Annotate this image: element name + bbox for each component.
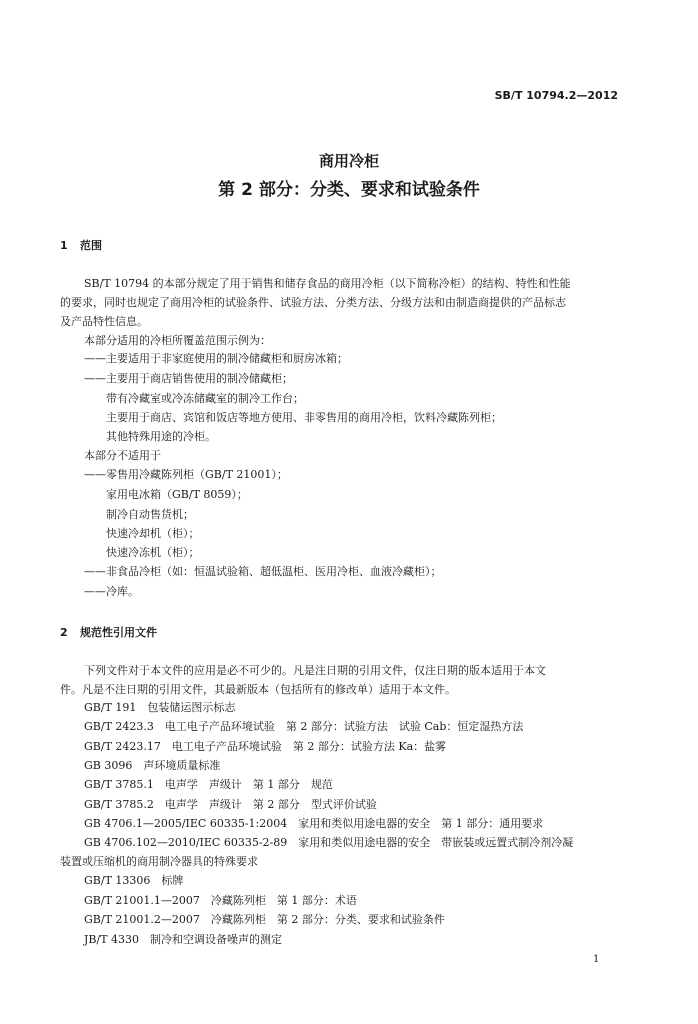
reference-item: GB/T 3785.1 电声学 声级计 第 1 部分 规范 <box>84 778 333 791</box>
list-item: 制冷自动售货机； <box>106 508 194 521</box>
list-item: 带有冷藏室或冷冻储藏室的制冷工作台； <box>106 392 304 405</box>
reference-item: JB/T 4330 制冷和空调设备噪声的测定 <box>84 933 283 946</box>
reference-item: GB 3096 声环境质量标准 <box>84 759 221 772</box>
reference-item: GB/T 3785.2 电声学 声级计 第 2 部分 型式评价试验 <box>84 798 377 811</box>
section-title: 范围 <box>80 239 102 252</box>
section-2-heading <box>60 624 157 640</box>
paragraph-line: SB/T 10794 的本部分规定了用于销售和储存食品的商用冷柜（以下简称冷柜）的结构、特性和性能 <box>84 277 571 290</box>
page-number: 1 <box>593 954 600 965</box>
reference-item: GB/T 13306 标牌 <box>84 874 184 887</box>
list-item: ——主要用于商店销售使用的制冷储藏柜； <box>84 372 293 385</box>
paragraph-line: 下列文件对于本文件的应用是必不可少的。凡是注日期的引用文件，仅注日期的版本适用于本文 <box>84 664 546 677</box>
reference-item: GB/T 21001.2—2007 冷藏陈列柜 第 2 部分：分类、要求和试验条件 <box>84 913 445 926</box>
list-item: ——非食品冷柜（如：恒温试验箱、超低温柜、医用冷柜、血液冷藏柜）； <box>84 565 442 578</box>
reference-item: GB/T 2423.3 电工电子产品环境试验 第 2 部分：试验方法 试验 Cab：恒定湿热方法 <box>84 720 524 733</box>
reference-item: GB/T 21001.1—2007 冷藏陈列柜 第 1 部分：术语 <box>84 894 357 907</box>
list-item: 其他特殊用途的冷柜。 <box>106 430 216 443</box>
standard-code: SB/T 10794.2—2012 <box>494 89 618 102</box>
scope-intro: 本部分适用的冷柜所覆盖范围示例为： <box>84 334 271 347</box>
reference-item-continued: 装置或压缩机的商用制冷器具的特殊要求 <box>60 855 258 868</box>
reference-item: GB 4706.102—2010/IEC 60335-2-89 家用和类似用途电器的安全 带嵌装或远置式制冷剂冷凝 <box>84 836 574 849</box>
list-item: 快速冷却机（柜）； <box>106 527 200 540</box>
section-number: 1 <box>60 239 68 252</box>
section-1-heading <box>60 237 102 253</box>
reference-item: GB 4706.1—2005/IEC 60335-1:2004 家用和类似用途电器的安全 第 1 部分：通用要求 <box>84 817 544 830</box>
list-item: 快速冷冻机（柜）； <box>106 546 200 559</box>
list-item: ——主要适用于非家庭使用的制冷储藏柜和厨房冰箱； <box>84 352 348 365</box>
reference-item: GB/T 191 包装储运图示标志 <box>84 701 236 714</box>
section-title: 规范性引用文件 <box>80 626 157 639</box>
list-item: ——冷库。 <box>84 585 139 598</box>
reference-item: GB/T 2423.17 电工电子产品环境试验 第 2 部分：试验方法 Ka：盐雾 <box>84 740 447 753</box>
paragraph-line: 及产品特性信息。 <box>60 315 148 328</box>
section-number: 2 <box>60 626 68 639</box>
list-item: 家用电冰箱（GB/T 8059）； <box>106 488 248 501</box>
document-title: 商用冷柜 <box>318 152 379 170</box>
exclusion-intro: 本部分不适用于 <box>84 449 161 462</box>
list-item: 主要用于商店、宾馆和饭店等地方使用、非零售用的商用冷柜，饮料冷藏陈列柜； <box>106 411 502 424</box>
list-item: ——零售用冷藏陈列柜（GB/T 21001）； <box>84 468 288 481</box>
paragraph-line: 的要求，同时也规定了商用冷柜的试验条件、试验方法、分类方法、分级方法和由制造商提供的产品标志 <box>60 296 566 309</box>
paragraph-line: 件。凡是不注日期的引用文件，其最新版本（包括所有的修改单）适用于本文件。 <box>60 683 456 696</box>
document-subtitle: 第 2 部分：分类、要求和试验条件 <box>218 180 480 200</box>
